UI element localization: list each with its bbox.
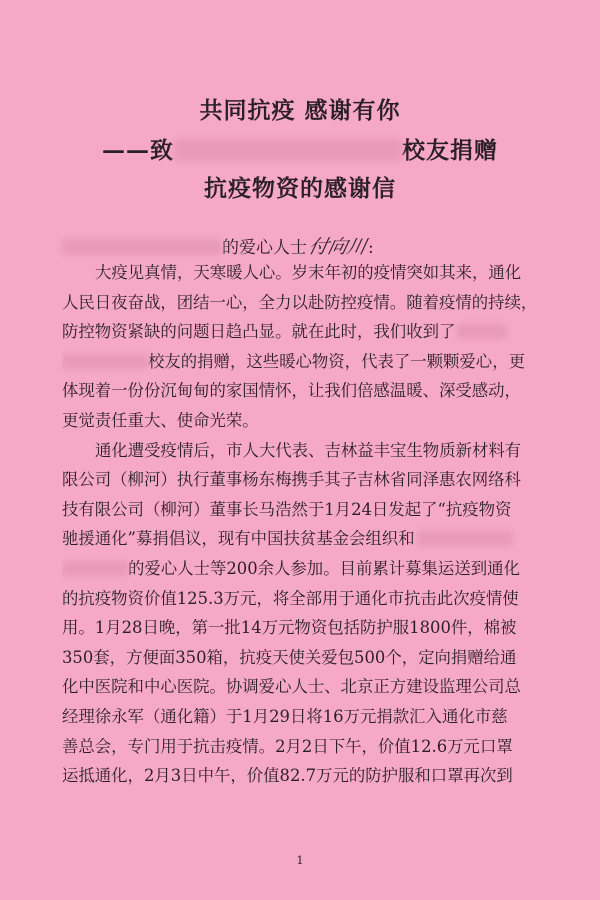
- paragraph-1-text: 校友的捐赠，这些暖心物资，代表了一颗颗爱心，更: [148, 351, 525, 371]
- paragraph-2-line: 350套，方便面350箱，抗疫天使关爱包500个，定向捐赠给通: [62, 647, 517, 667]
- paragraph-2-line: 技有限公司（柳河）董事长马浩然于1月24日发起了“抗疫物资: [62, 499, 512, 519]
- title-line-3: 抗疫物资的感谢信: [204, 175, 396, 202]
- greeting-colon: :: [368, 238, 374, 258]
- paragraph-1-line: 人民日夜奋战，团结一心，全力以赴防控疫情。随着疫情的持续，: [62, 292, 538, 312]
- greeting-text: 的爱心人士: [222, 238, 307, 258]
- redacted-text: [417, 531, 513, 546]
- title-line-2-suffix: 校友捐赠: [402, 137, 498, 164]
- paragraph-1-line: [62, 347, 552, 377]
- title-line-2: [0, 132, 600, 165]
- paragraph-2-line: [62, 524, 552, 554]
- paragraph-2-line: 限公司（柳河）执行董事杨东梅携手其子吉林省同泽惠农网络科: [62, 470, 521, 490]
- paragraph-2-line: 经理徐永军（通化籍）于1月29日将16万元捐款汇入通化市慈: [62, 706, 508, 726]
- redacted-school-name: [174, 139, 402, 161]
- paragraph-1-line: [62, 317, 552, 347]
- title-line-1: 共同抗疫 感谢有你: [199, 97, 401, 124]
- redacted-recipient: [62, 239, 222, 255]
- paragraph-1-text: 防控物资紧缺的问题日趋凸显。就在此时，我们收到了: [62, 322, 456, 342]
- redacted-text: [62, 354, 148, 369]
- paragraph-2-line: 的抗疫物资价值125.3万元，将全部用于通化市抗击此次疫情使: [62, 588, 519, 608]
- handwritten-signature: 付向川: [306, 236, 369, 258]
- paragraph-2-text: 的爱心人士等200余人参加。目前累计募集运送到通化: [128, 558, 520, 578]
- redacted-text: [62, 561, 128, 576]
- paragraph-2-line: 用。1月28日晚，第一批14万元物资包括防护服1800件，棉被: [62, 618, 517, 638]
- title-line-2-prefix: ——致: [102, 137, 174, 164]
- redacted-text: [457, 324, 507, 339]
- paragraph-1-line: 体现着一份份沉甸甸的家国情怀，让我们倍感温暖、深受感动，: [62, 381, 521, 401]
- paragraph-2-line: 化中医院和中心医院。协调爱心人士、北京正方建设监理公司总: [62, 677, 521, 697]
- paragraph-1-line: 大疫见真情，天寒暖人心。岁末年初的疫情突如其来，通化: [95, 263, 522, 282]
- paragraph-2-line: 通化遭受疫情后，市人大代表、吉林益丰宝生物质新材料有: [95, 440, 522, 460]
- paragraph-2-line: 运抵通化，2月3日中午，价值82.7万元的防护服和口罩再次到: [62, 766, 513, 786]
- paragraph-2-line: [62, 554, 552, 584]
- letter-body: [62, 258, 552, 791]
- paragraph-2-line: 善总会，专门用于抗击疫情。2月2日下午，价值12.6万元口罩: [62, 736, 513, 756]
- paragraph-2-text: 驰援通化”募捐倡议，现有中国扶贫基金会组织和: [62, 529, 415, 549]
- paragraph-1-line: 更觉责任重大、使命光荣。: [62, 410, 259, 430]
- page-number: 1: [296, 854, 304, 867]
- greeting-line: [62, 235, 374, 260]
